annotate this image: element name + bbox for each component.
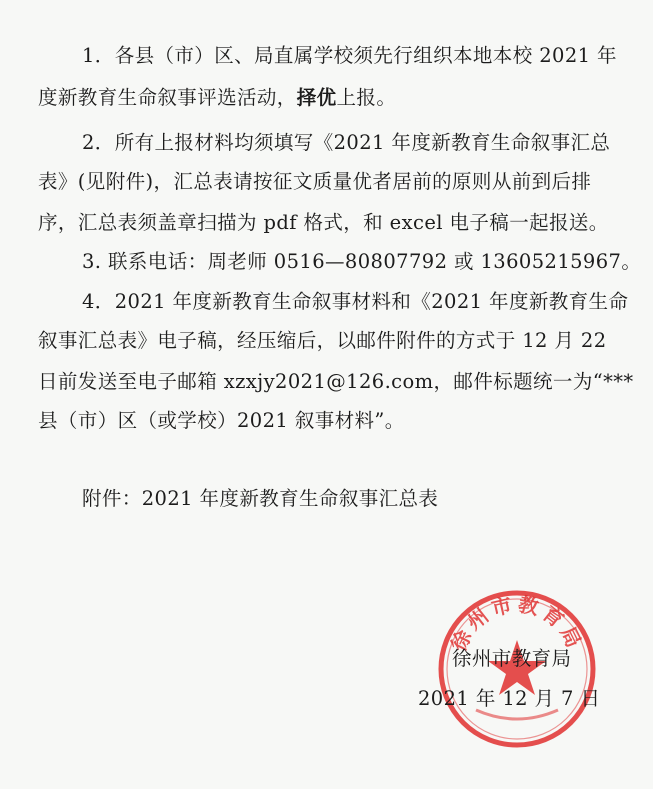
paragraph-4-line-1: 4．2021 年度新教育生命叙事材料和《2021 年度新教育生命 bbox=[82, 290, 629, 313]
paragraph-2-line-2: 表》(见附件)，汇总表请按征文质量优者居前的原则从前到后排 bbox=[38, 170, 592, 193]
paragraph-1-line-2: 度新教育生命叙事评选活动，择优上报。 bbox=[38, 86, 397, 109]
paragraph-2-line-3: 序，汇总表须盖章扫描为 pdf 格式，和 excel 电子稿一起报送。 bbox=[38, 211, 609, 234]
paragraph-2-line-1: 2．所有上报材料均须填写《2021 年度新教育生命叙事汇总 bbox=[82, 131, 611, 154]
seal-text: 徐州市教育局 bbox=[446, 591, 588, 655]
emphasis-text: 择优 bbox=[296, 86, 337, 109]
signature-date: 2021 年 12 月 7 日 bbox=[418, 687, 601, 710]
paragraph-3-line-1: 3. 联系电话：周老师 0516—80807792 或 13605215967。 bbox=[82, 250, 642, 273]
paragraph-4-line-2: 叙事汇总表》电子稿，经压缩后，以邮件附件的方式于 12 月 22 bbox=[38, 329, 607, 352]
signature-org: 徐州市教育局 bbox=[452, 647, 572, 670]
attachment-line: 附件：2021 年度新教育生命叙事汇总表 bbox=[82, 487, 439, 510]
paragraph-4-line-3: 日前发送至电子邮箱 xzxjy2021@126.com，邮件标题统一为“*** bbox=[38, 370, 634, 393]
paragraph-4-line-4: 县（市）区（或学校）2021 叙事材料”。 bbox=[38, 409, 405, 432]
paragraph-1-line-1: 1．各县（市）区、局直属学校须先行组织本地本校 2021 年 bbox=[82, 44, 617, 67]
